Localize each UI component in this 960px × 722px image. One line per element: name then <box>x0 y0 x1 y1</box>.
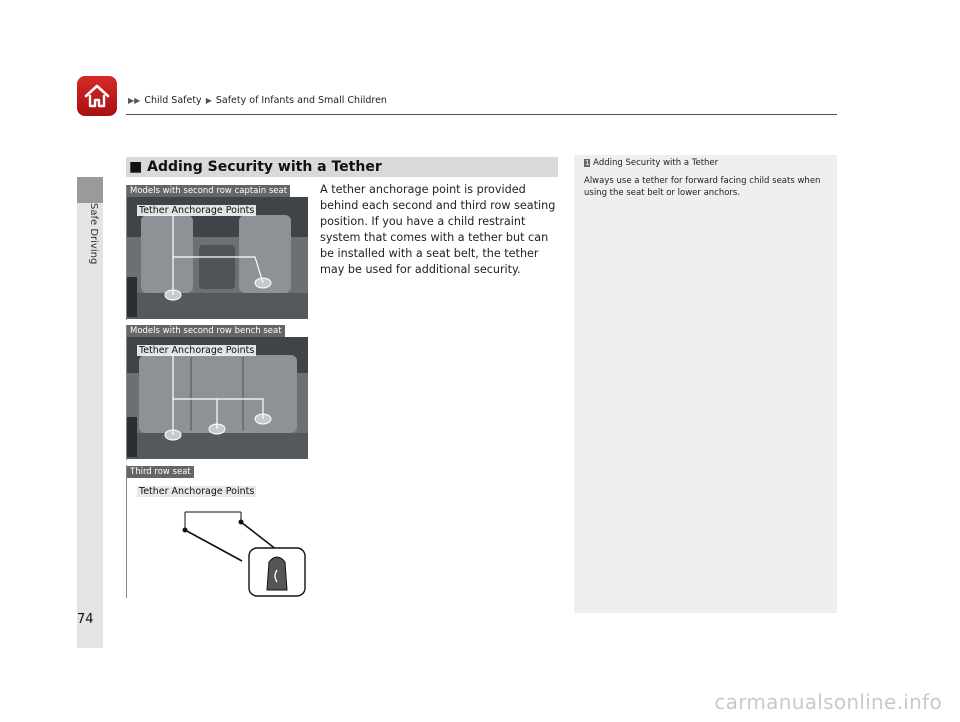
note-text: Always use a tether for forward facing child seats when using the seat belt or lower anchors. <box>584 176 821 198</box>
anchor-points-label: Tether Anchorage Points <box>139 486 255 497</box>
section-square-icon: ■ <box>129 159 143 175</box>
breadcrumb-item-infants[interactable]: Safety of Infants and Small Children <box>215 95 387 106</box>
seat-photo <box>127 197 308 319</box>
page-number: 74 <box>77 612 94 627</box>
home-button[interactable] <box>77 76 117 116</box>
home-icon <box>83 83 111 109</box>
breadcrumb-item-child-safety[interactable]: Child Safety <box>144 95 202 106</box>
figure-third-row <box>126 465 255 598</box>
note-marker: 1 <box>585 159 590 167</box>
figure-tag: Third row seat <box>127 466 194 478</box>
watermark: carmanualsonline.info <box>714 690 942 714</box>
anchor-points-label: Tether Anchorage Points <box>139 345 255 356</box>
breadcrumb <box>128 95 387 106</box>
seat-photo <box>127 337 308 459</box>
sidebar-tab[interactable] <box>77 203 103 648</box>
section-title <box>126 157 558 177</box>
note-title-text: Adding Security with a Tether <box>593 158 719 168</box>
figure-tag: Models with second row captain seat <box>127 185 290 197</box>
breadcrumb-arrow-icon: ▶▶ <box>128 96 141 105</box>
sidebar-marker <box>77 177 103 203</box>
section-title-text: Adding Security with a Tether <box>147 159 382 175</box>
anchor-points-label: Tether Anchorage Points <box>139 205 255 216</box>
header-divider <box>126 114 837 115</box>
sidebar-label: Safe Driving <box>88 203 99 265</box>
note-title <box>584 158 718 168</box>
section-body: A tether anchorage point is provided behind each second and third row seating position. If you have a child restraint system that comes with a tether but can be installed with a seat belt, the tether may be used for additional security. <box>320 183 556 276</box>
figure-tag: Models with second row bench seat <box>127 325 285 337</box>
figure-bench-seat <box>126 325 282 460</box>
breadcrumb-arrow-icon: ▶ <box>205 96 212 105</box>
figure-captain-seat <box>126 185 288 320</box>
note-panel <box>574 155 837 613</box>
